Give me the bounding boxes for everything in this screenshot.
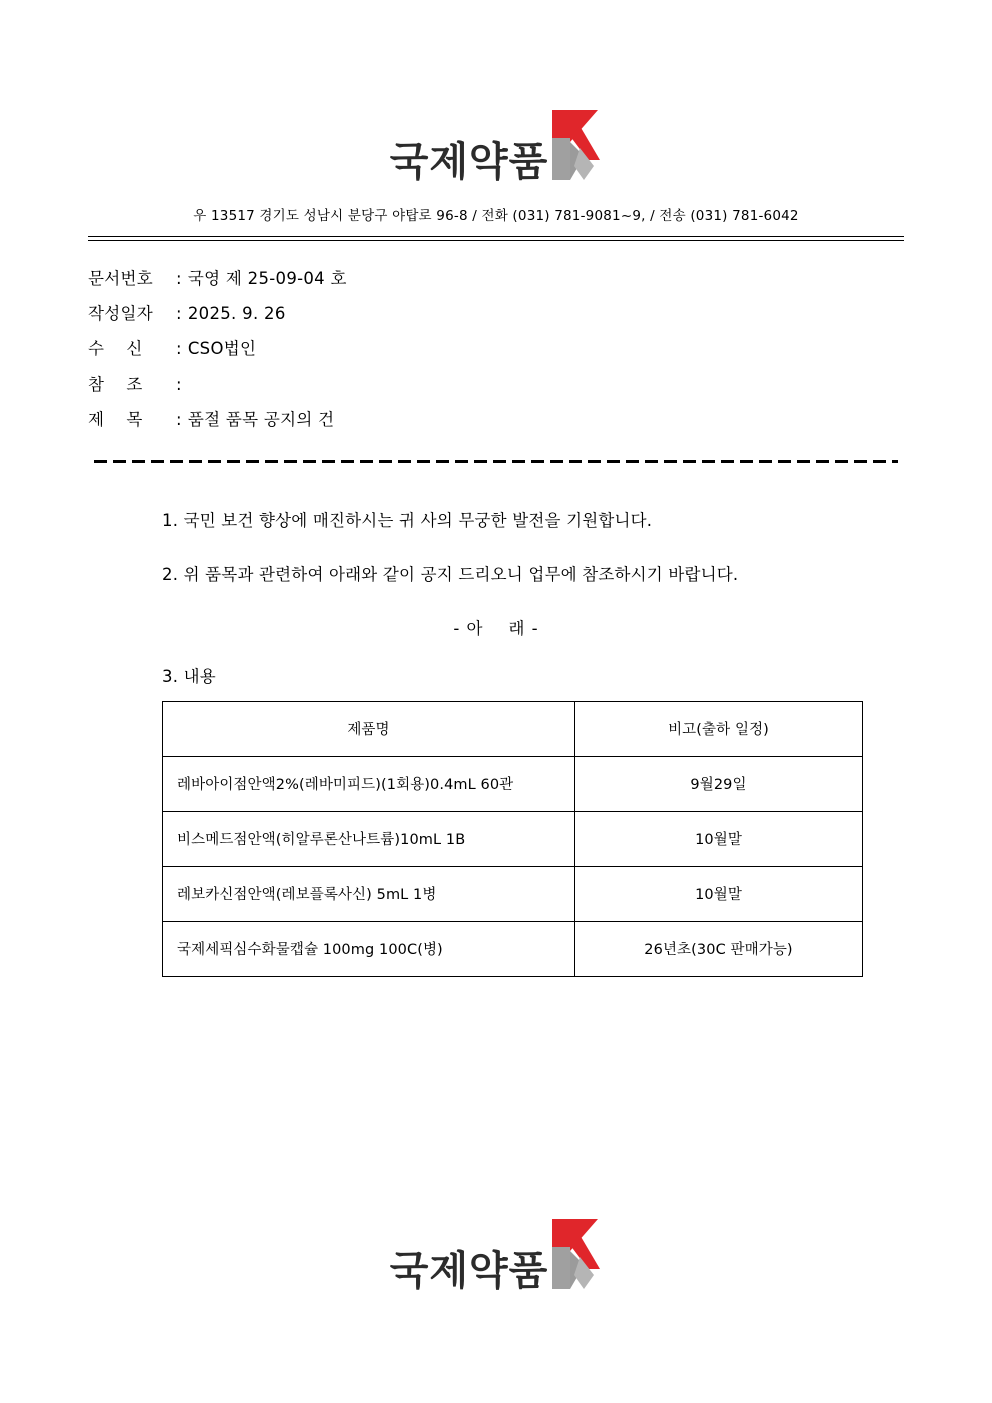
meta-colon: :	[176, 339, 182, 359]
document-meta	[88, 261, 904, 438]
header-divider	[88, 236, 904, 241]
below-marker: - 아 래 -	[453, 618, 539, 638]
meta-row-recipient	[88, 331, 904, 366]
meta-label: 참 조	[88, 374, 143, 394]
column-header-note: 비고(출하 일정)	[575, 701, 863, 756]
document-body	[88, 507, 904, 977]
meta-colon: :	[176, 303, 182, 323]
meta-value: CSO법인	[187, 339, 257, 359]
meta-colon: :	[176, 410, 182, 430]
cell-note: 26년초(30C 판매가능)	[575, 921, 863, 976]
footer-logo	[0, 1201, 992, 1294]
meta-value: 품절 품목 공지의 건	[187, 410, 335, 430]
table-row	[163, 811, 863, 866]
body-paragraph-1: 1. 국민 보건 향상에 매진하시는 귀 사의 무궁한 발전을 기원합니다.	[162, 510, 653, 530]
column-header-product: 제품명	[163, 701, 575, 756]
meta-label: 제 목	[88, 410, 143, 430]
meta-value: 국영 제 25-09-04 호	[187, 268, 347, 288]
company-logo-text-footer: 국제약품	[389, 1248, 549, 1294]
table-row	[163, 921, 863, 976]
body-paragraph-2: 2. 위 품목과 관련하여 아래와 같이 공지 드리오니 업무에 참조하시기 바랍니다.	[162, 564, 739, 584]
cell-note: 10월말	[575, 811, 863, 866]
cell-product: 비스메드점안액(히알루론산나트륨)10mL 1B	[163, 811, 575, 866]
cell-note: 10월말	[575, 866, 863, 921]
company-logo-text: 국제약품	[389, 139, 549, 185]
cell-product: 레바아이점안액2%(레바미피드)(1회용)0.4mL 60관	[163, 756, 575, 811]
product-table	[162, 701, 863, 977]
logo-k-mark-icon-footer	[550, 1217, 602, 1291]
meta-row-subject	[88, 402, 904, 437]
company-address: 우 13517 경기도 성남시 분당구 야탑로 96-8 / 전화 (031) 781-9081~9, / 전송 (031) 781-6042	[193, 208, 799, 224]
cell-note: 9월29일	[575, 756, 863, 811]
cell-product: 국제세픽심수화물캡슐 100mg 100C(병)	[163, 921, 575, 976]
subject-divider	[94, 460, 898, 463]
meta-label: 작성일자	[88, 303, 153, 323]
meta-label: 문서번호	[88, 268, 153, 288]
meta-row-date	[88, 296, 904, 331]
header-logo	[88, 0, 904, 185]
table-header-row	[163, 701, 863, 756]
table-row	[163, 866, 863, 921]
meta-row-document-number	[88, 261, 904, 296]
body-paragraph-3: 3. 내용	[162, 666, 216, 686]
meta-label: 수 신	[88, 339, 143, 359]
logo-k-mark-icon	[550, 108, 602, 182]
table-row	[163, 756, 863, 811]
meta-colon: :	[176, 374, 182, 394]
meta-colon: :	[176, 268, 182, 288]
cell-product: 레보카신점안액(레보플록사신) 5mL 1병	[163, 866, 575, 921]
meta-row-reference	[88, 367, 904, 402]
meta-value: 2025. 9. 26	[187, 303, 286, 323]
